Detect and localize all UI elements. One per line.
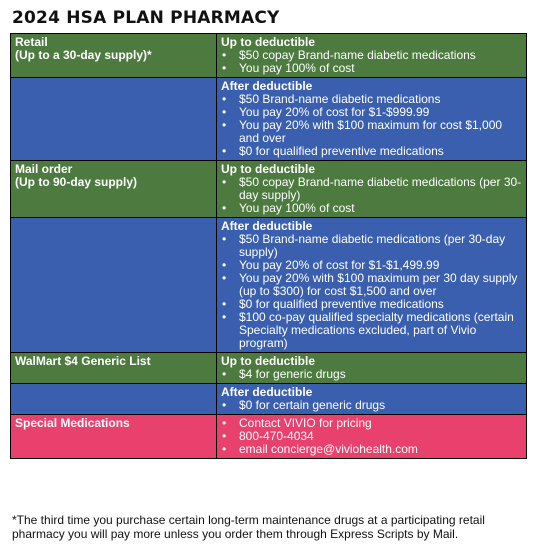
row-label-line: Special Medications	[15, 416, 130, 430]
row-label-line: (Up to 90-day supply)	[15, 175, 138, 189]
row-label-line: Retail	[15, 35, 48, 49]
table-row-walmart-up-to-deductible	[11, 353, 527, 384]
row-label-empty	[11, 218, 217, 353]
list-item: • $50 Brand-name diabetic medications	[221, 93, 522, 106]
row-label-empty	[11, 78, 217, 161]
list-item: • You pay 20% with $100 maximum per 30 day supply (up to $300) for cost $1,500 and over	[221, 272, 522, 298]
benefit-cell	[217, 415, 527, 459]
benefit-heading: After deductible	[221, 219, 313, 233]
benefit-list	[221, 93, 522, 158]
page-title: 2024 HSA PLAN PHARMACY	[12, 8, 280, 28]
benefit-cell	[217, 161, 527, 218]
benefit-cell	[217, 384, 527, 415]
list-item: • $0 for certain generic drugs	[221, 399, 522, 412]
row-label-line: (Up to a 30-day supply)*	[15, 48, 152, 62]
list-item: • $100 co-pay qualified specialty medications (certain Specialty medications excluded, part of Vivio program)	[221, 311, 522, 350]
list-item: • $50 copay Brand-name diabetic medications	[221, 49, 522, 62]
row-label-line: Mail order	[15, 162, 73, 176]
benefit-list	[221, 233, 522, 350]
row-label-retail	[11, 34, 217, 78]
footnote: *The third time you purchase certain long-term maintenance drugs at a participating retail pharmacy you will pay more unless you order them through Express Scripts by Mail.	[12, 513, 485, 541]
benefit-list	[221, 399, 522, 412]
table-row-mail-order-after-deductible	[11, 218, 527, 353]
list-item: • You pay 100% of cost	[221, 202, 522, 215]
list-item: • $50 copay Brand-name diabetic medications (per 30-day supply)	[221, 176, 522, 202]
phone-number: • 800-470-4034	[221, 430, 522, 443]
table-row-retail-up-to-deductible	[11, 34, 527, 78]
row-label-line: WalMart $4 Generic List	[15, 354, 151, 368]
benefit-cell	[217, 218, 527, 353]
benefit-cell	[217, 78, 527, 161]
list-item: • $50 Brand-name diabetic medications (per 30-day supply)	[221, 233, 522, 259]
benefit-heading: After deductible	[221, 79, 313, 93]
row-label-special-medications	[11, 415, 217, 459]
list-item: • You pay 100% of cost	[221, 62, 522, 75]
list-item: • $0 for qualified preventive medications	[221, 298, 522, 311]
benefit-heading: Up to deductible	[221, 35, 315, 49]
table-row-mail-order-up-to-deductible	[11, 161, 527, 218]
list-item: • $0 for qualified preventive medications	[221, 145, 522, 158]
table-row-retail-after-deductible	[11, 78, 527, 161]
pharmacy-benefits-table	[10, 33, 527, 459]
benefit-list	[221, 417, 522, 456]
benefit-list	[221, 176, 522, 215]
table-row-walmart-after-deductible	[11, 384, 527, 415]
list-item: • $4 for generic drugs	[221, 368, 522, 381]
benefit-heading: Up to deductible	[221, 354, 315, 368]
row-label-mail-order	[11, 161, 217, 218]
benefit-cell	[217, 34, 527, 78]
list-item: • Contact VIVIO for pricing	[221, 417, 522, 430]
row-label-walmart	[11, 353, 217, 384]
email-contact: • email concierge@viviohealth.com	[221, 443, 522, 456]
list-item: • You pay 20% of cost for $1-$1,499.99	[221, 259, 522, 272]
list-item: • You pay 20% of cost for $1-$999.99	[221, 106, 522, 119]
benefit-heading: Up to deductible	[221, 162, 315, 176]
benefit-cell	[217, 353, 527, 384]
row-label-empty	[11, 384, 217, 415]
benefit-heading: After deductible	[221, 385, 313, 399]
table-row-special-medications	[11, 415, 527, 459]
benefit-list	[221, 368, 522, 381]
list-item: • You pay 20% with $100 maximum for cost $1,000 and over	[221, 119, 522, 145]
benefit-list	[221, 49, 522, 75]
